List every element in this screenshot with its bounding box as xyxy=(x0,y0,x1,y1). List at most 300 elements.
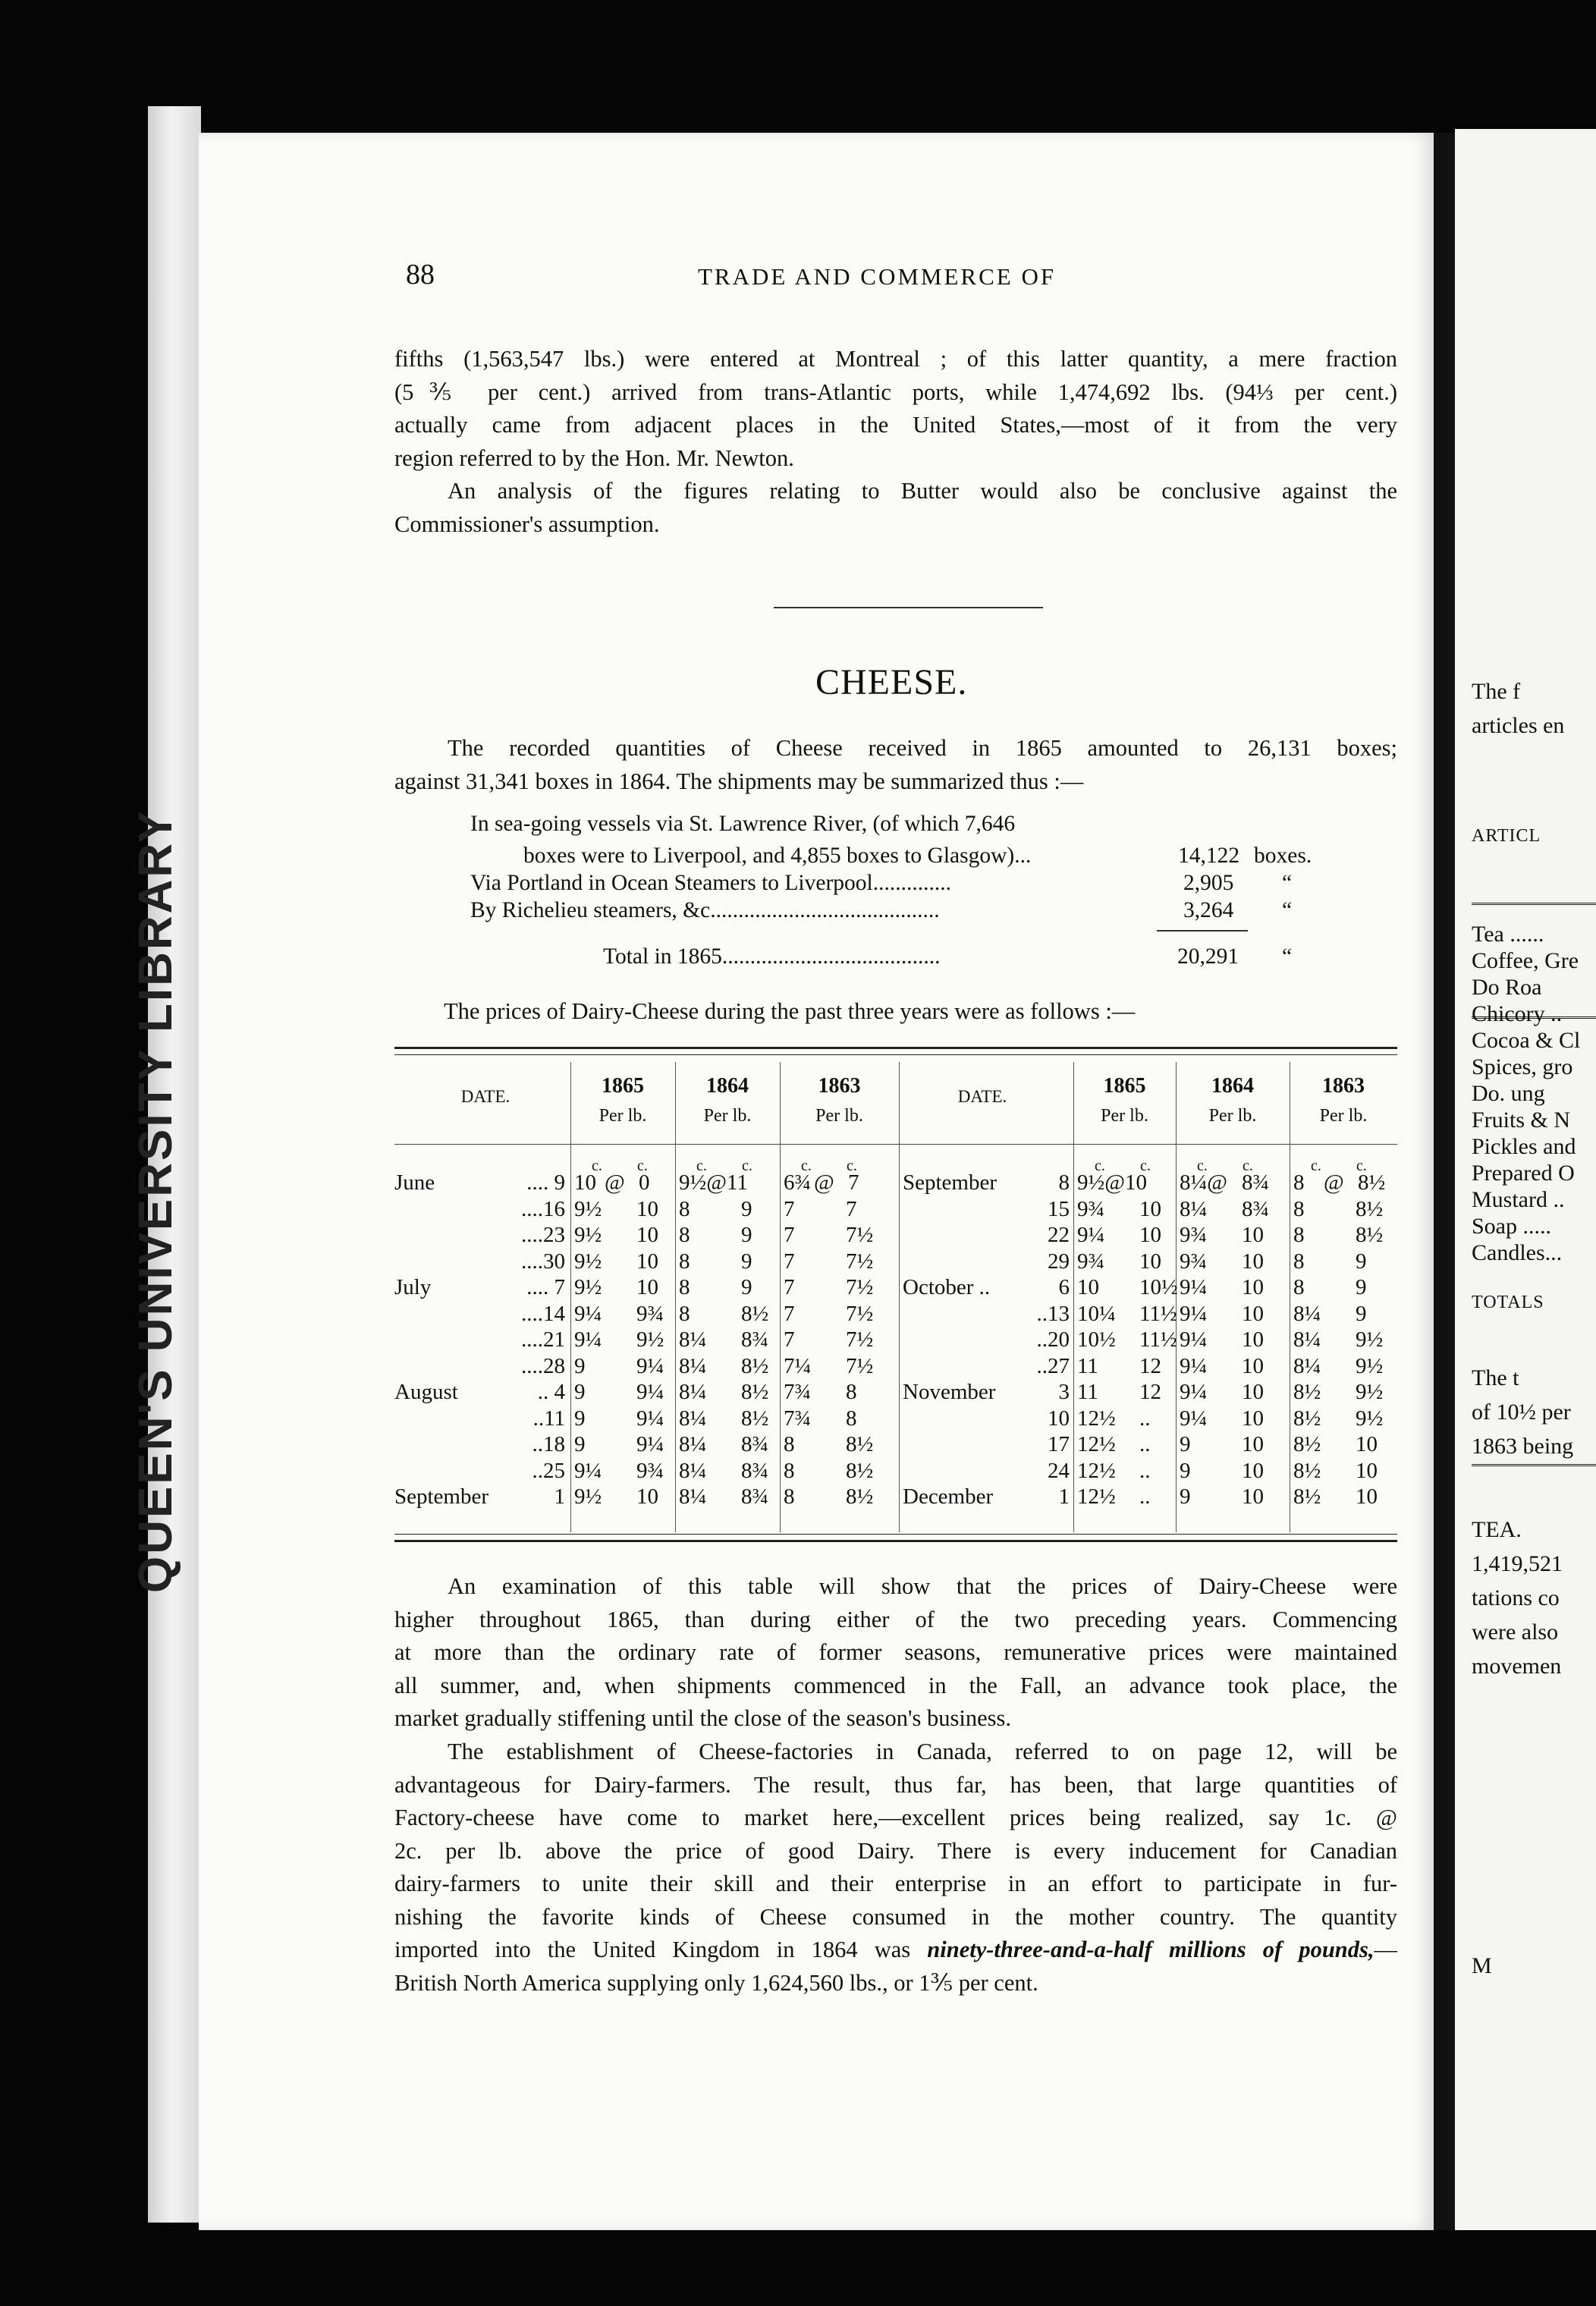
price-low: 8 xyxy=(784,1432,795,1456)
table-row xyxy=(394,1327,1397,1353)
price-high: 9¼ xyxy=(636,1380,664,1404)
text-line: market gradually stiffening until the close of the season's business. xyxy=(394,1705,1012,1731)
text-line: The recorded quantities of Cheese received in 1865 amounted to 26,131 boxes; xyxy=(448,735,1397,761)
cent-mark: c. xyxy=(1140,1158,1151,1174)
row-day: ....28 xyxy=(521,1353,565,1378)
price-low: 12½ xyxy=(1077,1406,1116,1431)
price-high: 10 xyxy=(1139,1196,1161,1221)
year-header: 1864 xyxy=(706,1074,749,1098)
price-low: 6¾ xyxy=(784,1170,812,1195)
price-low: 8¼ xyxy=(679,1458,707,1483)
price-high: 9 xyxy=(1356,1301,1367,1326)
price-low: 8 xyxy=(1293,1170,1305,1195)
facing-page-text: The f xyxy=(1472,679,1521,704)
table-row xyxy=(394,1459,1397,1484)
price-high: 8¾ xyxy=(741,1432,769,1456)
date-header: DATE. xyxy=(460,1087,511,1106)
price-high: 10 xyxy=(1139,1249,1161,1274)
price-low: 8¼ xyxy=(679,1484,707,1509)
price-high: 8½ xyxy=(741,1353,769,1378)
table-row xyxy=(394,1170,1397,1196)
price-low: 10 xyxy=(1077,1275,1099,1299)
per-lb-label: Per lb. xyxy=(1101,1106,1148,1126)
text-line: British North America supplying only 1,624,560 lbs., or 1⅗ per cent. xyxy=(394,1969,1038,1996)
price-high: 10 xyxy=(1242,1406,1264,1431)
price-high: 9 xyxy=(741,1275,752,1299)
year-header: 1865 xyxy=(1103,1074,1146,1098)
row-day: 1 xyxy=(1058,1484,1070,1509)
price-low: 9 xyxy=(1180,1484,1191,1509)
price-low: 8 xyxy=(679,1223,690,1247)
facing-page-text: Soap ..... xyxy=(1472,1214,1551,1239)
facing-page-text: TEA. xyxy=(1472,1517,1522,1542)
price-low: 8¼ xyxy=(679,1353,707,1378)
shipment-value: 2,905 xyxy=(1183,871,1234,895)
price-low: 10½ xyxy=(1077,1327,1116,1352)
price-low: 8¼ xyxy=(679,1380,707,1404)
price-high: 8½ xyxy=(846,1458,874,1483)
price-low: 9¾ xyxy=(1077,1196,1105,1221)
row-day: 6 xyxy=(1058,1275,1070,1299)
price-high: 10 xyxy=(1356,1484,1378,1509)
shipment-label: In sea-going vessels via St. Lawrence River, (of which 7,646 xyxy=(470,812,1016,836)
text-line: against 31,341 boxes in 1864. The shipments may be summarized thus :— xyxy=(394,768,1084,794)
analysis-paragraph xyxy=(394,1570,1397,1736)
year-header: 1863 xyxy=(1322,1074,1365,1098)
price-low: 12½ xyxy=(1077,1432,1116,1456)
library-stamp: QUEEN'S UNIVERSITY LIBRARY xyxy=(130,809,182,1593)
per-lb-label: Per lb. xyxy=(1208,1106,1257,1126)
price-low: 8¼ xyxy=(679,1327,707,1352)
price-low: 8 xyxy=(1293,1249,1305,1274)
price-high: .. xyxy=(1139,1458,1151,1483)
price-high: 9 xyxy=(741,1249,752,1274)
price-high: 11½ xyxy=(1139,1327,1177,1352)
price-high: 8¾ xyxy=(1242,1196,1270,1221)
dash: — xyxy=(1374,1937,1397,1962)
row-month: September xyxy=(903,1170,998,1195)
price-low: 8 xyxy=(784,1458,795,1483)
table-row xyxy=(394,1223,1397,1249)
price-high: 8 xyxy=(846,1406,857,1431)
price-low: 8 xyxy=(679,1249,690,1274)
price-low: 8 xyxy=(679,1275,690,1299)
factories-paragraph xyxy=(394,1736,1397,2000)
price-low: 7 xyxy=(784,1275,795,1299)
price-high: 8 xyxy=(846,1380,857,1404)
text-line: Commissioner's assumption. xyxy=(394,511,660,537)
price-high: 7 xyxy=(846,1196,857,1221)
facing-page-fragment xyxy=(1455,129,1596,2230)
price-high: 11½ xyxy=(1139,1301,1177,1326)
text-line xyxy=(394,1934,1397,1967)
row-month: September xyxy=(394,1484,489,1509)
facing-page-text: Do Roa xyxy=(1472,975,1542,1000)
price-high: 8½ xyxy=(741,1380,769,1404)
text-line: all summer, and, when shipments commenced in the Fall, an advance took place, the xyxy=(394,1672,1397,1698)
price-low: 11 xyxy=(1077,1353,1098,1378)
year-header: 1863 xyxy=(818,1074,861,1098)
table-row xyxy=(394,1302,1397,1327)
price-low: 8½ xyxy=(1293,1406,1321,1431)
row-month: August xyxy=(394,1380,458,1404)
row-day: .... 9 xyxy=(526,1170,565,1195)
text-line: at more than the ordinary rate of former seasons, remunerative prices were maintained xyxy=(394,1639,1397,1665)
price-high: 10 xyxy=(636,1249,658,1274)
facing-page-text: were also xyxy=(1472,1620,1559,1645)
price-low: 9¼ xyxy=(574,1458,602,1483)
price-low: 9½ xyxy=(574,1275,602,1299)
price-high: 10 xyxy=(636,1275,658,1299)
price-high: 8¾ xyxy=(741,1327,769,1352)
facing-page-text: Pickles and xyxy=(1472,1134,1576,1159)
price-high: 8½ xyxy=(741,1301,769,1326)
price-high: 8¾ xyxy=(1242,1170,1270,1195)
facing-page-text: Prepared O xyxy=(1472,1161,1575,1186)
price-high: 9½ xyxy=(1356,1353,1384,1378)
facing-page-text: Candles... xyxy=(1472,1240,1563,1265)
price-high: 7½ xyxy=(846,1353,874,1378)
shipment-unit: “ xyxy=(1282,898,1293,922)
price-low: 9½ xyxy=(574,1249,602,1274)
price-low: 10¼ xyxy=(1077,1301,1116,1326)
shipment-value: 14,122 xyxy=(1178,844,1240,868)
price-low: 8½ xyxy=(1293,1380,1321,1404)
per-lb-label: Per lb. xyxy=(1319,1106,1368,1126)
price-low: 8¼ xyxy=(679,1432,707,1456)
facing-page-text: Chicory .. xyxy=(1472,1001,1563,1026)
text-line: dairy-farmers to unite their skill and their enterprise in an effort to participate in fur- xyxy=(394,1871,1397,1896)
row-day: 15 xyxy=(1048,1196,1070,1221)
price-low: 9 xyxy=(574,1353,586,1378)
price-low: 9 xyxy=(1180,1458,1191,1483)
price-low: 8 xyxy=(1293,1223,1305,1247)
price-low: 8¼ xyxy=(679,1406,707,1431)
price-high: 10 xyxy=(1242,1223,1264,1247)
table-row xyxy=(394,1275,1397,1301)
cent-mark: c. xyxy=(1197,1158,1208,1174)
price-low: 9¾ xyxy=(1180,1249,1208,1274)
price-at: @ xyxy=(814,1170,834,1195)
price-low: 7 xyxy=(784,1223,795,1247)
per-lb-label: Per lb. xyxy=(703,1106,752,1126)
row-day: 22 xyxy=(1048,1223,1070,1247)
price-high: 10 xyxy=(1242,1484,1264,1509)
price-high: 9½ xyxy=(1356,1380,1384,1404)
price-high: 9 xyxy=(1356,1275,1367,1299)
price-high: 8½ xyxy=(741,1406,769,1431)
facing-page-text: movemen xyxy=(1472,1654,1562,1679)
text-line: The establishment of Cheese-factories in Canada, referred to on page 12, will be xyxy=(448,1739,1397,1764)
emphasis-phrase: ninety-three-and-a-half millions of pounds, xyxy=(927,1937,1375,1962)
price-high: 9½ xyxy=(1356,1327,1384,1352)
price-high: 9 xyxy=(1356,1249,1367,1274)
price-low: 9¼ xyxy=(1180,1275,1208,1299)
price-high: 10 xyxy=(1242,1432,1264,1456)
table-row xyxy=(394,1380,1397,1406)
facing-page-text: M xyxy=(1472,1953,1492,1978)
text-line: (5⅗ per cent.) arrived from trans-Atlantic ports, while 1,474,692 lbs. (94⅓ per cent.) xyxy=(394,379,1397,405)
text-line: Factory-cheese have come to market here,—excellent prices being realized, say 1c. @ xyxy=(394,1805,1397,1830)
price-high: 8½ xyxy=(846,1484,874,1509)
price-low: 9¼ xyxy=(1180,1301,1208,1326)
row-day: 1 xyxy=(554,1484,565,1509)
price-low: 8 xyxy=(1293,1275,1305,1299)
price-low: 7¾ xyxy=(784,1406,812,1431)
row-month: December xyxy=(903,1484,994,1509)
price-low: 9½ xyxy=(574,1484,602,1509)
text-line: fifths (1,563,547 lbs.) were entered at Montreal ; of this latter quantity, a mere fraction xyxy=(394,346,1397,372)
row-day: ....16 xyxy=(521,1196,565,1221)
text-line: advantageous for Dairy-farmers. The result, thus far, has been, that large quantities of xyxy=(394,1771,1397,1798)
facing-page-text: tations co xyxy=(1472,1585,1560,1610)
section-heading-cheese: CHEESE. xyxy=(815,662,968,702)
cent-mark: c. xyxy=(742,1158,752,1174)
price-high: 7½ xyxy=(846,1327,874,1352)
year-header: 1865 xyxy=(602,1074,644,1098)
price-high: .. xyxy=(1139,1432,1151,1456)
text-line: nishing the favorite kinds of Cheese consumed in the mother country. The quantity xyxy=(394,1903,1397,1930)
table-row xyxy=(394,1197,1397,1223)
page-number: 88 xyxy=(406,259,435,291)
price-high: 10 xyxy=(1242,1301,1264,1326)
cheese-price-table xyxy=(394,1045,1397,1546)
price-high: 9¾ xyxy=(636,1458,664,1483)
row-day: .... 7 xyxy=(526,1275,565,1299)
shipment-label: boxes were to Liverpool, and 4,855 boxes to Glasgow)... xyxy=(523,844,1032,868)
price-high: 9 xyxy=(741,1196,752,1221)
price-high: 12 xyxy=(1139,1380,1161,1404)
price-low: 9¼ xyxy=(1180,1353,1208,1378)
price-low: 8¼@ xyxy=(1180,1170,1227,1195)
facing-page-text: Tea ...... xyxy=(1472,922,1544,947)
price-high: .. xyxy=(1139,1484,1151,1509)
price-high: 10 xyxy=(1242,1249,1264,1274)
row-day: ....23 xyxy=(521,1223,565,1247)
price-high: 7 xyxy=(848,1170,859,1195)
row-day: ....14 xyxy=(521,1301,565,1326)
price-low: 8½ xyxy=(1293,1484,1321,1509)
price-low: 9¼ xyxy=(1180,1380,1208,1404)
year-header: 1864 xyxy=(1211,1074,1254,1098)
date-header: DATE. xyxy=(957,1087,1007,1106)
price-low: 9¾ xyxy=(1077,1249,1105,1274)
price-low: 9¼ xyxy=(1180,1406,1208,1431)
price-low: 10 xyxy=(574,1170,596,1195)
price-high: 8¾ xyxy=(741,1484,769,1509)
row-day: 3 xyxy=(1058,1380,1070,1404)
text-line: actually came from adjacent places in the United States,—most of it from the very xyxy=(394,412,1397,438)
facing-page-text: Mustard .. xyxy=(1472,1187,1565,1212)
price-low: 8 xyxy=(1293,1196,1305,1221)
cent-mark: c. xyxy=(1311,1158,1321,1174)
price-low: 8¼ xyxy=(1180,1196,1208,1221)
price-low: 9¼ xyxy=(1180,1327,1208,1352)
cent-mark: c. xyxy=(847,1158,857,1174)
row-day: ..13 xyxy=(1036,1301,1070,1326)
cent-mark: c. xyxy=(1243,1158,1253,1174)
price-low: 8¼ xyxy=(1293,1301,1321,1326)
text-fragment: imported into the United Kingdom in 1864 was xyxy=(394,1937,928,1962)
price-low: 9 xyxy=(574,1406,586,1431)
price-low: 7¾ xyxy=(784,1380,812,1404)
price-low: 11 xyxy=(1077,1380,1098,1404)
table-row xyxy=(394,1249,1397,1275)
row-day: ..20 xyxy=(1036,1327,1070,1352)
text-line: higher throughout 1865, than during either of the two preceding years. Commencing xyxy=(394,1606,1397,1632)
price-high: 0 xyxy=(639,1170,650,1195)
price-low: 8 xyxy=(784,1484,795,1509)
price-high: 7½ xyxy=(846,1223,874,1247)
price-high: 12 xyxy=(1139,1353,1161,1378)
price-high: 7½ xyxy=(846,1249,874,1274)
price-low: 9½ xyxy=(574,1223,602,1247)
row-day: 24 xyxy=(1048,1458,1070,1483)
price-low: 9¾ xyxy=(1180,1223,1208,1247)
price-low: 12½ xyxy=(1077,1484,1116,1509)
price-low: 8¼ xyxy=(1293,1327,1321,1352)
price-low: 9¼ xyxy=(1077,1223,1105,1247)
row-day: 29 xyxy=(1048,1249,1070,1274)
price-high: 10 xyxy=(636,1223,658,1247)
facing-page-text: of 10½ per xyxy=(1472,1400,1571,1425)
price-high: 9½ xyxy=(1356,1406,1384,1431)
prices-intro: The prices of Dairy-Cheese during the past three years were as follows :— xyxy=(444,998,1136,1024)
price-low: 7 xyxy=(784,1327,795,1352)
price-high: 10 xyxy=(636,1484,658,1509)
facing-page-text: 1863 being xyxy=(1472,1434,1574,1459)
shipment-label: Via Portland in Ocean Steamers to Liverpool.............. xyxy=(470,871,951,895)
row-day: ....21 xyxy=(521,1327,565,1352)
running-title: TRADE AND COMMERCE OF xyxy=(698,263,1057,290)
facing-page-text: 1,419,521 xyxy=(1472,1551,1563,1576)
cent-mark: c. xyxy=(1356,1158,1367,1174)
price-at: @ xyxy=(1324,1170,1344,1195)
price-low: 7 xyxy=(784,1301,795,1326)
facing-page-text: Fruits & N xyxy=(1472,1107,1571,1133)
price-high: 8½ xyxy=(1358,1170,1386,1195)
price-low: 9 xyxy=(574,1432,586,1456)
price-low: 8 xyxy=(679,1301,690,1326)
price-high: 9¼ xyxy=(636,1406,664,1431)
row-day: ..11 xyxy=(533,1406,565,1431)
price-cell: 9½@10 xyxy=(1077,1170,1147,1195)
price-high: 10 xyxy=(636,1196,658,1221)
price-high: 10 xyxy=(1242,1327,1264,1352)
price-high: 10 xyxy=(1242,1458,1264,1483)
price-low: 8 xyxy=(679,1196,690,1221)
price-low: 7 xyxy=(784,1249,795,1274)
price-low: 7 xyxy=(784,1196,795,1221)
price-high: .. xyxy=(1139,1406,1151,1431)
price-low: 9 xyxy=(574,1380,586,1404)
row-month: July xyxy=(394,1275,432,1299)
text-line: An analysis of the figures relating to Butter would also be conclusive against the xyxy=(448,478,1397,504)
row-day: ..27 xyxy=(1036,1353,1070,1378)
price-high: 10 xyxy=(1139,1223,1161,1247)
price-at: @ xyxy=(605,1170,625,1195)
price-high: 9¼ xyxy=(636,1353,664,1378)
total-unit: “ xyxy=(1282,944,1293,969)
intro-paragraph-2 xyxy=(394,475,1397,541)
price-high: 8½ xyxy=(1356,1196,1384,1221)
price-high: 9½ xyxy=(636,1327,664,1352)
row-day: 17 xyxy=(1048,1432,1070,1456)
table-row xyxy=(394,1406,1397,1432)
cent-mark: c. xyxy=(592,1158,602,1174)
facing-page-text: Cocoa & Cl xyxy=(1472,1028,1581,1053)
price-high: 10 xyxy=(1242,1380,1264,1404)
row-month: November xyxy=(903,1380,996,1404)
text-line: An examination of this table will show that the prices of Dairy-Cheese were xyxy=(448,1573,1397,1599)
price-high: 7½ xyxy=(846,1275,874,1299)
price-high: 8½ xyxy=(1356,1223,1384,1247)
cent-mark: c. xyxy=(801,1158,812,1174)
row-day: ..18 xyxy=(532,1432,565,1456)
page-gutter xyxy=(1434,133,1456,2230)
row-day: 10 xyxy=(1048,1406,1070,1431)
price-low: 7¼ xyxy=(784,1353,812,1378)
price-high: 8¾ xyxy=(741,1458,769,1483)
price-low: 12½ xyxy=(1077,1458,1116,1483)
shipment-value: 3,264 xyxy=(1183,898,1234,922)
price-low: 9 xyxy=(1180,1432,1191,1456)
text-line: region referred to by the Hon. Mr. Newton. xyxy=(394,445,794,471)
price-high: 9 xyxy=(741,1223,752,1247)
price-cell: 9½@11 xyxy=(679,1170,748,1195)
table-row xyxy=(394,1484,1397,1510)
per-lb-label: Per lb. xyxy=(815,1106,863,1126)
table-row xyxy=(394,1432,1397,1458)
total-value: 20,291 xyxy=(1177,944,1239,969)
price-high: 10 xyxy=(1356,1458,1378,1483)
price-high: 8½ xyxy=(846,1432,874,1456)
facing-page-rule xyxy=(1472,1464,1596,1469)
text-line: 2c. per lb. above the price of good Dairy. There is every inducement for Canadian xyxy=(394,1837,1397,1864)
facing-page-text: ARTICL xyxy=(1472,826,1541,846)
price-high: 9¾ xyxy=(636,1301,664,1326)
row-month: June xyxy=(394,1170,435,1195)
cheese-intro-paragraph xyxy=(394,732,1397,798)
intro-paragraph xyxy=(394,343,1397,541)
price-low: 8¼ xyxy=(1293,1353,1321,1378)
row-day: 8 xyxy=(1058,1170,1070,1195)
row-month: October .. xyxy=(903,1275,991,1299)
cent-mark: c. xyxy=(637,1158,648,1174)
price-low: 8½ xyxy=(1293,1432,1321,1456)
shipment-unit: “ xyxy=(1282,871,1293,895)
facing-page-rule xyxy=(1472,903,1596,908)
price-high: 10½ xyxy=(1139,1275,1178,1299)
shipment-unit: boxes. xyxy=(1254,844,1312,868)
facing-page-text: Spices, gro xyxy=(1472,1054,1573,1079)
price-low: 9¼ xyxy=(574,1327,602,1352)
row-day: .. 4 xyxy=(537,1380,565,1404)
total-label: Total in 1865....................................... xyxy=(603,944,941,969)
cent-mark: c. xyxy=(696,1158,707,1174)
price-high: 10 xyxy=(1242,1275,1264,1299)
facing-page-text: Coffee, Gre xyxy=(1472,948,1579,973)
price-high: 9¼ xyxy=(636,1432,664,1456)
price-high: 10 xyxy=(1242,1353,1264,1378)
price-low: 9¼ xyxy=(574,1301,602,1326)
shipment-label: By Richelieu steamers, &c......................................... xyxy=(470,898,940,922)
cent-mark: c. xyxy=(1095,1158,1105,1174)
table-row xyxy=(394,1354,1397,1380)
facing-page-text: articles en xyxy=(1472,713,1565,738)
section-divider xyxy=(774,607,1043,608)
facing-page-text: The t xyxy=(1472,1365,1519,1390)
